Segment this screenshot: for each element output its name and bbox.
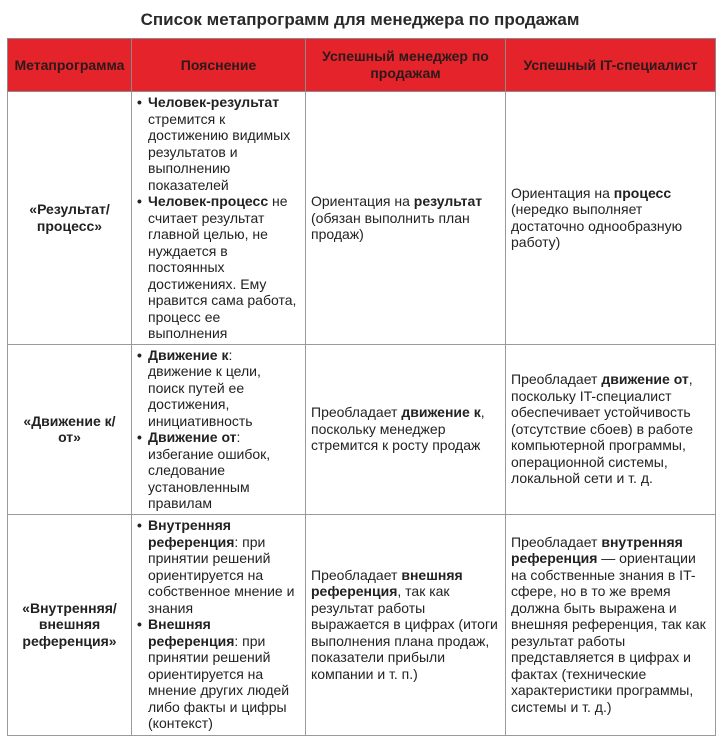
- table-row: [8, 92, 716, 345]
- bullet-icon: •: [137, 94, 142, 110]
- term-description: : при принятии решений ориентируется на собственное мнение и знания: [148, 533, 295, 616]
- term-label: Движение к: [148, 346, 229, 363]
- table-header-row: [8, 39, 716, 92]
- cell-text: Ориентация на: [311, 193, 414, 209]
- cell-emphasis: результат: [413, 193, 483, 209]
- list-item: [137, 616, 300, 732]
- cell-emphasis: процесс: [613, 184, 672, 201]
- cell-emphasis: внутренняя референция: [511, 533, 683, 567]
- term-description: не считает результат главной целью, не нуждается в постоянных достижениях. Ему нравится сама работа, процесс ее выполнения: [148, 193, 297, 341]
- header-explanation: Пояснение: [132, 39, 306, 92]
- explanation-cell: [132, 514, 306, 735]
- cell-emphasis: движение от: [601, 371, 689, 388]
- metaprogram-name: «Результат/ процесс»: [8, 92, 132, 345]
- cell-text: Преобладает: [511, 533, 602, 550]
- explanation-cell: [132, 92, 306, 345]
- list-item: [137, 429, 300, 512]
- cell-text: Преобладает: [311, 566, 402, 583]
- it-specialist-cell: [506, 92, 716, 345]
- cell-emphasis: внешняя референция: [311, 566, 463, 600]
- list-item: [137, 193, 300, 342]
- sales-manager-cell: [306, 344, 506, 514]
- cell-text: (обязан выполнить план продаж): [311, 209, 470, 242]
- bullet-icon: •: [137, 517, 142, 534]
- sales-manager-cell: [306, 514, 506, 735]
- term-description: : движение к цели, поиск путей ее достижения, инициативность: [148, 346, 261, 429]
- document-title: Список метапрограмм для менеджера по продажам: [140, 10, 580, 29]
- bullet-icon: •: [137, 616, 142, 633]
- metaprogram-name: «Внутренняя/ внешняя референция»: [8, 514, 132, 735]
- term-label: Человек-результат: [148, 94, 280, 110]
- term-label: Внутренняя референция: [148, 517, 235, 550]
- bullet-icon: •: [137, 193, 142, 209]
- cell-text: — ориентации на собственные знания в IT-сфере, но в то же время должна быть выражена и внешняя референция, так как результат работы представляется в цифрах и фактах (технические характеристики программы, системы и т. д.): [511, 550, 706, 715]
- sales-manager-cell: [306, 92, 506, 345]
- cell-text: Преобладает: [511, 371, 602, 388]
- term-description: : при принятии решений ориентируется на мнение других людей либо факты и цифры (контекст): [148, 632, 290, 732]
- term-description: стремится к достижению видимых результатов и выполнению показателей: [148, 110, 291, 193]
- list-item: [137, 517, 300, 616]
- cell-text: , поскольку менеджер стремится к росту продаж: [311, 404, 485, 454]
- header-metaprogram: Метапрограмма: [8, 39, 132, 92]
- metaprogram-name: «Движение к/от»: [8, 344, 132, 514]
- metaprograms-table: [7, 38, 716, 736]
- list-item: [137, 347, 300, 430]
- term-label: Движение от: [148, 429, 237, 445]
- cell-text: Ориентация на: [511, 184, 614, 201]
- list-item: [137, 94, 300, 193]
- term-label: Человек-процесс: [148, 193, 269, 209]
- cell-text: , поскольку IT-специалист обеспечивает устойчивость (отсутствие сбоев) в работе компьютерной программы, операционной системы, локальной сети и т. д.: [511, 371, 694, 487]
- header-it-specialist: Успешный IT-специалист: [506, 39, 716, 92]
- table-row: [8, 344, 716, 514]
- it-specialist-cell: [506, 344, 716, 514]
- explanation-cell: [132, 344, 306, 514]
- cell-emphasis: движение к: [401, 404, 481, 421]
- header-sales-manager: Успешный менеджер по продажам: [306, 39, 506, 92]
- cell-text: Преобладает: [311, 404, 402, 421]
- bullet-icon: •: [137, 346, 142, 363]
- term-description: : избегание ошибок, следование установленным правилам: [148, 429, 271, 511]
- it-specialist-cell: [506, 514, 716, 735]
- table-row: [8, 514, 716, 735]
- cell-text: (нередко выполняет достаточно однообразную работу): [511, 201, 683, 251]
- bullet-icon: •: [137, 429, 142, 445]
- cell-text: , так как результат работы выражается в цифрах (итоги выполнения плана продаж, показатели прибыли компании и т. п.): [311, 583, 498, 682]
- term-label: Внешняя референция: [148, 616, 235, 649]
